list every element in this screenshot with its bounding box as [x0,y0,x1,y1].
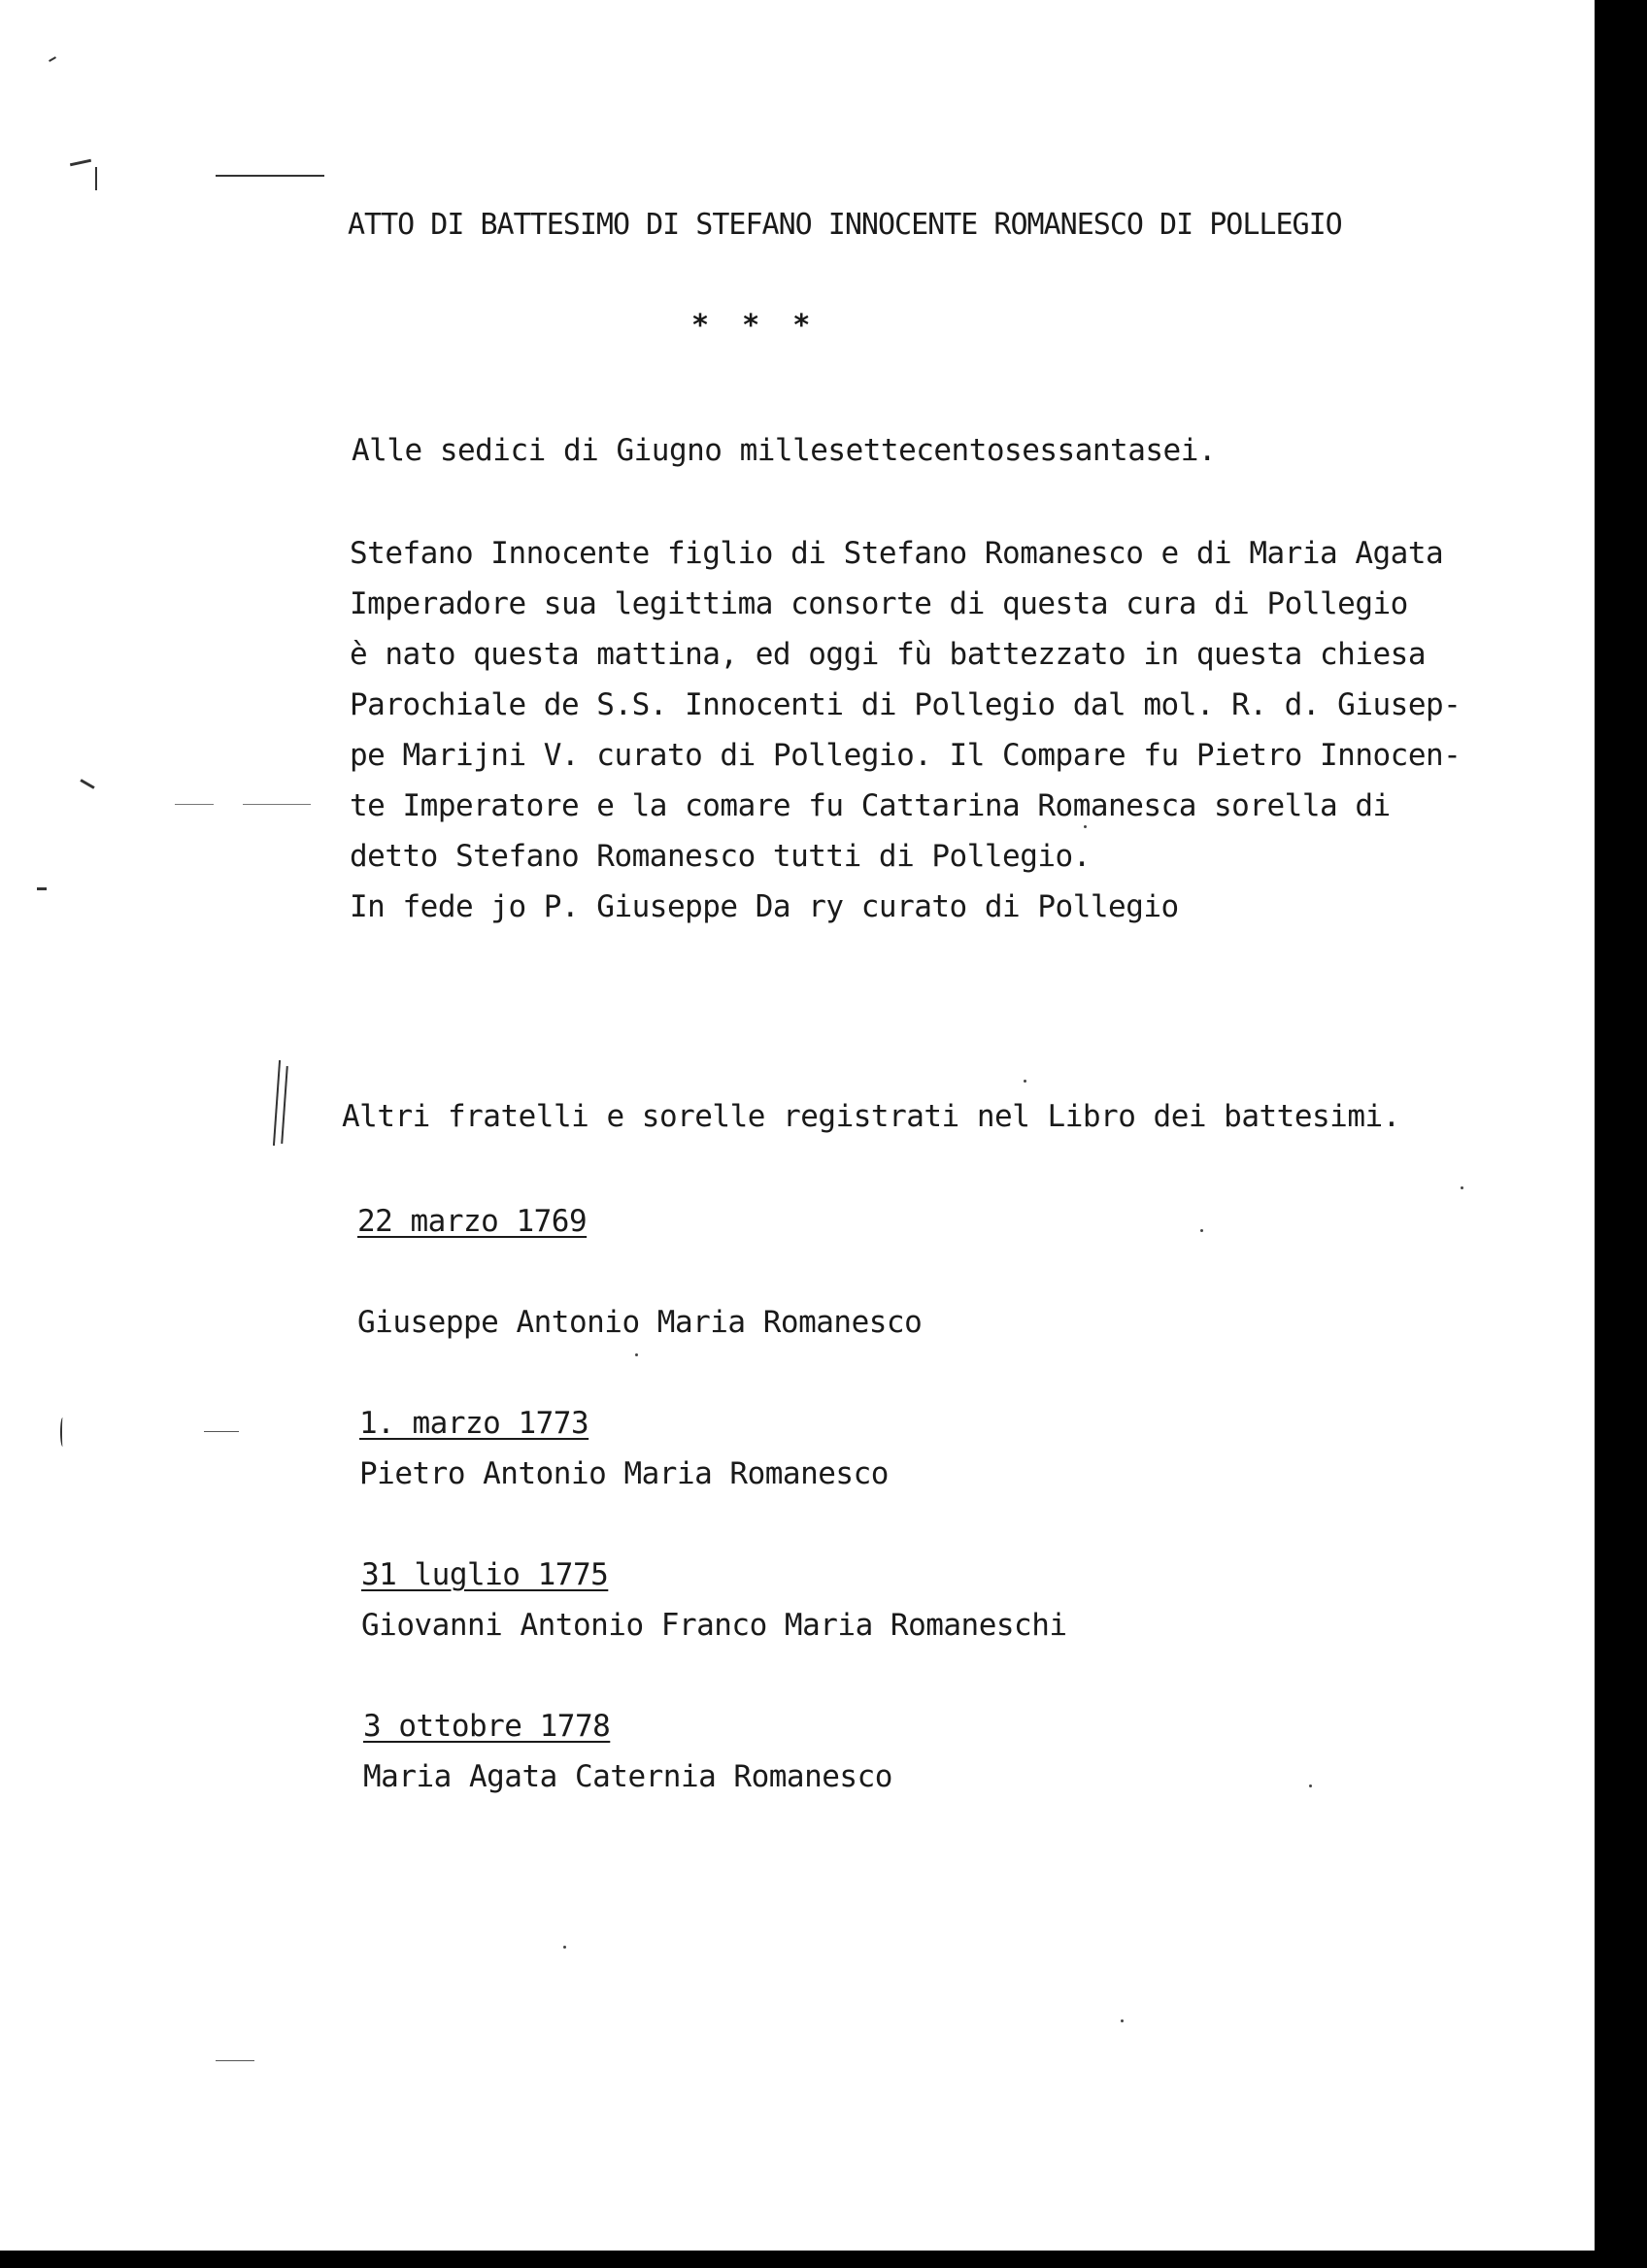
scan-speck [1024,1080,1026,1083]
scan-speck [1121,2019,1124,2022]
record-line: detto Stefano Romanesco tutti di Pollegio. [350,839,1091,874]
sibling-name: Giovanni Antonio Franco Maria Romaneschi [361,1608,1067,1643]
scan-mark [243,804,311,805]
record-line: Parochiale de S.S. Innocenti di Pollegio dal mol. R. d. Giusep- [350,687,1462,722]
document-title: ATTO DI BATTESIMO DI STEFANO INNOCENTE ROMANESCO DI POLLEGIO [348,208,1342,242]
scan-mark [216,2060,254,2061]
sibling-date: 22 marzo 1769 [357,1204,588,1239]
sibling-date: 1. marzo 1773 [359,1406,589,1441]
scan-speck [635,1353,638,1356]
scan-mark [70,159,91,167]
record-line: Imperadore sua legittima consorte di questa cura di Pollegio [350,586,1408,621]
scan-border-right [1595,0,1647,2268]
record-line: Stefano Innocente figlio di Stefano Romanesco e di Maria Agata [350,536,1444,571]
sibling-name: Maria Agata Caternia Romanesco [363,1759,892,1794]
scan-border-bottom [0,2251,1647,2268]
scan-mark [216,175,324,177]
sibling-date: 3 ottobre 1778 [363,1709,611,1744]
scan-mark [175,804,214,805]
siblings-heading: Altri fratelli e sorelle registrati nel Libro dei battesimi. [342,1099,1400,1134]
scan-speck [1084,825,1087,828]
scan-mark [281,1066,288,1144]
scan-speck [1461,1186,1463,1189]
sibling-name: Giuseppe Antonio Maria Romanesco [357,1305,923,1340]
scan-speck [1200,1229,1203,1232]
separator-stars: * * * [691,309,819,343]
record-line: è nato questa mattina, ed oggi fù battezzato in questa chiesa [350,637,1426,672]
baptism-record-text [350,528,1461,932]
scan-speck [1309,1784,1312,1787]
scan-mark [273,1060,281,1146]
record-line: In fede jo P. Giuseppe Da ry curato di Pollegio [350,889,1179,924]
scan-mark [80,779,94,789]
scan-mark [95,167,97,190]
scan-mark [60,1418,65,1447]
sibling-name: Pietro Antonio Maria Romanesco [359,1456,889,1491]
sibling-date: 31 luglio 1775 [361,1557,609,1592]
record-line: te Imperatore e la comare fu Cattarina Romanesca sorella di [350,788,1391,823]
scan-mark [37,887,47,890]
scan-speck [563,1946,566,1949]
scan-mark [204,1431,239,1432]
record-line: pe Marijni V. curato di Pollegio. Il Compare fu Pietro Innocen- [350,738,1462,773]
scan-mark [49,56,56,62]
baptism-date-line: Alle sedici di Giugno millesettecentosessantasei. [352,433,1217,468]
